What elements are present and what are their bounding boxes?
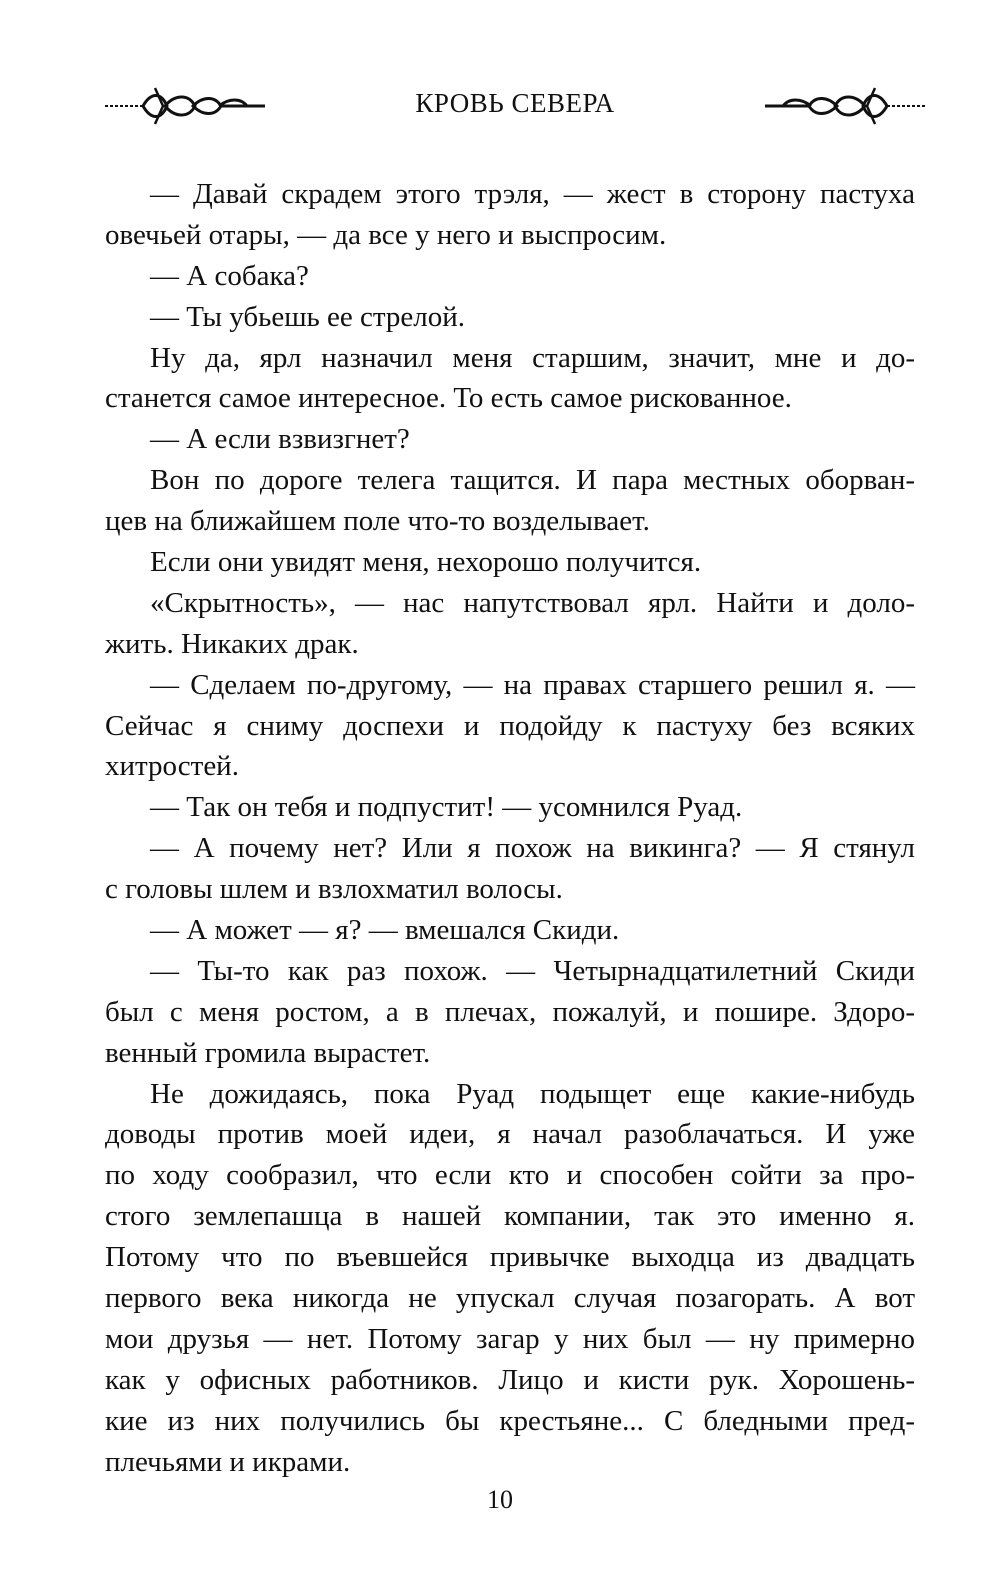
running-header <box>105 78 925 134</box>
text-line: по ходу сообразил, что если кто и способен сойти за про- <box>105 1159 915 1192</box>
ornament-right-icon <box>765 84 925 128</box>
text-line: кие из них получились бы крестьяне... С бледными пред- <box>105 1404 915 1437</box>
text-line: — Давай скрадем этого трэля, — жест в сторону пастуха <box>150 178 915 210</box>
page-number: 10 <box>487 1485 513 1514</box>
text-line: как у офисных работников. Лицо и кисти рук. Хорошень- <box>105 1363 915 1396</box>
text-line: — А почему нет? Или я похож на викинга? — Я стянул <box>150 832 915 865</box>
text-line: Сейчас я сниму доспехи и подойду к пастуху без всяких <box>105 709 915 742</box>
text-line: — Ты убьешь ее стрелой. <box>150 300 466 333</box>
text-line: стого землепашца в нашей компании, так это именно я. <box>105 1200 915 1233</box>
text-line: Вон по дороге телега тащится. И пара местных оборван- <box>150 464 915 497</box>
text-line: Ну да, ярл назначил меня старшим, значит, мне и до- <box>150 341 915 374</box>
text-line: венный громила вырастет. <box>105 1036 431 1069</box>
text-line: овечьей отары, — да все у него и выспросим. <box>105 218 667 251</box>
text-line: — Ты-то как раз похож. — Четырнадцатилетний Скиди <box>150 954 915 987</box>
page-body <box>105 174 915 1483</box>
text-line: — Сделаем по-другому, — на правах старшего решил я. — <box>150 668 915 701</box>
text-line: с головы шлем и взлохматил волосы. <box>105 873 563 906</box>
text-line: доводы против моей идеи, я начал разоблачаться. И уже <box>105 1118 915 1151</box>
text-line: жить. Никаких драк. <box>105 627 359 660</box>
text-line: Не дожидаясь, пока Руад подыщет еще какие-нибудь <box>150 1077 915 1110</box>
text-line: мои друзья — нет. Потому загар у них был — ну примерно <box>105 1322 915 1355</box>
header-title: КРОВЬ СЕВЕРА <box>415 88 615 118</box>
text-line: плечьями и икрами. <box>105 1445 351 1478</box>
text-line: Если они увидят меня, нехорошо получится. <box>150 546 702 579</box>
text-line: хитростей. <box>105 750 239 783</box>
text-line: цев на ближайшем поле что-то возделывает. <box>105 505 650 538</box>
text-line: — А может — я? — вмешался Скиди. <box>150 914 620 947</box>
text-line: «Скрытность», — нас напутствовал ярл. Найти и доло- <box>150 586 915 619</box>
text-line: Потому что по въевшейся привычке выходца из двадцать <box>105 1241 915 1274</box>
text-line: был с меня ростом, а в плечах, пожалуй, и пошире. Здоро- <box>105 995 915 1028</box>
text-line: — Так он тебя и подпустит! — усомнился Руад. <box>150 791 743 824</box>
text-line: — А если взвизгнет? <box>150 423 410 456</box>
text-line: станется самое интересное. То есть самое рискованное. <box>105 382 792 415</box>
text-line: — А собака? <box>150 259 309 292</box>
text-line: первого века никогда не упускал случая позагорать. А вот <box>105 1282 915 1315</box>
